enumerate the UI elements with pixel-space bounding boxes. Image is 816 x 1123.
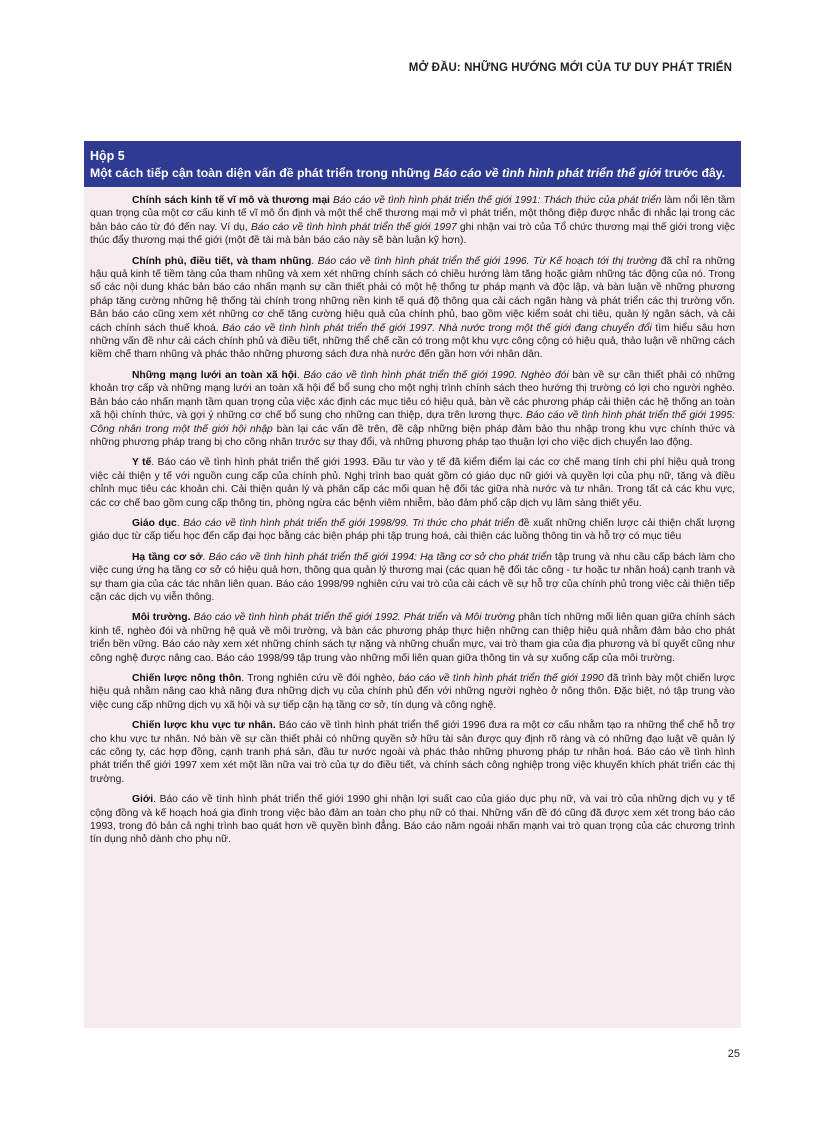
paragraph-heading: Những mạng lưới an toàn xã hội <box>132 369 297 381</box>
paragraph-text: tập trung và nhu cầu cấp bách làm cho việc cung ứng hạ tầng cơ sở có hiệu quả hơn, thông qua quản lý thương mại (các quan hệ đối tác công - tư hoặc tư nhân hoá) cạnh tranh và sự tham gia của các tác nhân liên quan. Báo cáo 1998/99 nghiên cứu vai trò của cải cách về sự hỗ trợ của chính phủ trong việc cải thiện tiếp cận các dịch vụ viễn thông. <box>90 551 736 603</box>
paragraph-text: . <box>202 551 209 563</box>
report-title-italic: Báo cáo về tình hình phát triển thế giới 1994: Hạ tầng cơ sở cho phát triển <box>208 551 552 563</box>
paragraph-heading: Chính sách kinh tế vĩ mô và thương mại <box>132 195 330 206</box>
paragraph-text: ghi nhận vai trò của Tổ chức thương mại thế giới trong việc thúc đẩy thương mại thế giới (một đề tài mà bản báo cáo này sẽ bàn luận kỹ hơn). <box>90 221 735 247</box>
paragraph-text: . Báo cáo về tình hình phát triển thế giới 1993. Đầu tư vào y tế đã kiểm điểm lại các cơ chế mang tính chi phí hiệu quả trong việc cải thiện y tế với nguồn cung cấp của chính phủ. Nghị trình bao quát gồm có giáo dục nữ giới và quyền lợi của phụ nữ, tăng và điều chỉnh mục tiêu các khoản chi. Cải thiện quản lý và phân cấp các mối quan hệ đối tác giữa nhà nước và tư nhân. Trong tất cả các khu vực, các cơ chế bao gồm cung cấp thông tin, phòng ngừa các bệnh viêm nhiễm, bảo đảm phổ cập dịch vụ lâm sàng thiết yếu. <box>90 457 735 509</box>
text-box <box>84 141 741 1028</box>
box-title-before: Một cách tiếp cận toàn diện vấn đề phát triển trong những <box>90 166 434 180</box>
box-paragraph <box>90 672 735 712</box>
paragraph-text: làm nổi lên tầm quan trọng của một cơ cấu kinh tế vĩ mô ổn định và một thể chế thương mại mở vì phát triển, một thông điệp được nhắc đi nhắc lại trong các bản báo cáo từ đó đến nay. Ví dụ, <box>90 195 735 233</box>
paragraph-heading: Giới <box>132 794 154 806</box>
paragraph-text: . <box>311 255 318 267</box>
paragraph-heading: Giáo dục <box>132 517 177 529</box>
paragraph-text: đã trình bày một chiến lược hiệu quả nhằm nâng cao khả năng đưa những dịch vụ của chính phủ đến với những người nghèo ở nông thôn. Đặc biệt, nó tập trung vào việc cung cấp những dịch vụ xã hội và sự tiếp cận hạ tầng cơ sở, tín dụng và công nghệ. <box>90 673 735 711</box>
box-paragraph <box>90 611 735 665</box>
paragraph-text: bàn về sự cần thiết phải có những khoản trợ cấp và những mạng lưới an toàn xã hội để bổ sung cho một nghị trình chính sách theo hướng thị trường có lợi cho người nghèo. Bản báo cáo nhấn mạnh tầm quan trọng của việc xác định các mục tiêu có hiệu quả, bàn về các phương pháp cải thiện các hệ thống an toàn xã hội chính thức, và gợi ý những cơ chế bổ sung cho những can thiệp, dựa trên lương thực. <box>90 369 735 422</box>
box-paragraph <box>90 517 735 544</box>
report-title-italic: Báo cáo về tình hình phát triển thế giới 1997 <box>250 221 457 233</box>
box-title-after: trước đây. <box>661 166 726 180</box>
paragraph-text: phân tích những mối liên quan giữa chính sách kinh tế, nghèo đói và những hệ quả về môi trường, và bàn các phương pháp thực hiện những can thiệp hiệu quả nhằm đảm bảo cho phát triển bền vững. Báo cáo này xem xét những chính sách tự nặng và những chuẩn mực, vai trò tham gia của địa phương và bí quyết cũng như công nghệ được nâng cao. Báo cáo 1998/99 tập trung vào những mối liên quan giữa thông tin và sự xuống cấp của môi trường. <box>90 612 735 664</box>
report-title-italic: Báo cáo về tình hình phát triển thế giới 1995: Công nhân trong một thế giới hội nhập <box>90 410 735 435</box>
report-title-italic: Báo cáo về tình hình phát triển thế giới 1997. Nhà nước trong một thế giới đang chuyển đổi <box>222 322 652 334</box>
paragraph-heading: Chiến lược nông thôn <box>132 673 242 684</box>
paragraph-heading: Hạ tầng cơ sở <box>132 551 203 563</box>
report-title-italic: Báo cáo về tình hình phát triển thế giới 1992. Phát triển và Môi trường <box>193 612 516 624</box>
paragraph-text: tìm hiểu sâu hơn những vấn đề như cải cách chính phủ và điều tiết, những thể chế cần có trong một khu vực công cộng có hiệu quả, thảo luận về những cách kiềm chế tham nhũng và phác thảo những phương sách đưa nhà nước đến gần hơn với nhân dân. <box>90 322 735 361</box>
box-paragraph <box>90 793 735 847</box>
running-head: MỞ ĐẦU: NHỮNG HƯỚNG MỚI CỦA TƯ DUY PHÁT TRIỂN <box>408 62 732 74</box>
box-paragraph <box>90 719 735 786</box>
paragraph-text: . <box>176 517 184 529</box>
box-title-italic: Báo cáo về tình hình phát triển thế giới <box>433 166 662 180</box>
report-title-italic: Báo cáo về tình hình phát triển thế giới 1996. Từ Kế hoạch tới thị trường <box>317 255 658 267</box>
paragraph-heading: Chiến lược khu vực tư nhân. <box>132 720 276 732</box>
page-number: 25 <box>727 1048 740 1060</box>
box-paragraph <box>90 551 735 605</box>
paragraph-text: đã chỉ ra những hậu quả kinh tế tiềm tàng của tham nhũng và xem xét những chính sách có chiều hướng làm tăng hoặc giảm những tác động của nó. Trong số các nội dung khác bản báo cáo nhấn mạnh sự cần thiết phải có một hệ thống tư pháp mạnh và độc lập, và bàn luận về những phương pháp tăng cường những hệ thống tài chính trong những nền kinh tế quá độ thông qua cải cách ngân hàng và phát triển các thị trường vốn. Bản báo cáo cũng xem xét những cơ chế tăng cường hiệu quả của chính phủ, bao gồm việc kiểm soát chi tiêu, quản lý ngân sách, và cải cách chính sách thuế khoá. <box>90 255 735 334</box>
box-paragraph <box>90 456 735 510</box>
paragraph-text: đề xuất những chiến lược cải thiện chất lượng giáo dục từ cấp tiểu học đến cấp đại học bằng các biện pháp phi tập trung hoá, cải thiện các luồng thông tin và hỗ trợ có mục tiêu <box>90 517 735 543</box>
report-title-italic: Báo cáo về tình hình phát triển thế giới 1990. Nghèo đói <box>303 369 569 381</box>
paragraph-heading: Y tế <box>132 457 152 469</box>
box-title <box>90 166 733 180</box>
box-paragraph <box>90 255 735 362</box>
paragraph-text: . <box>296 369 304 381</box>
report-title-italic: Báo cáo về tình hình phát triển thế giới 1998/99. Tri thức cho phát triển <box>183 517 515 529</box>
box-header <box>84 141 741 187</box>
box-paragraph <box>90 369 735 449</box>
report-title-italic: Báo cáo về tình hình phát triển thế giới 1991: Thách thức của phát triển <box>333 195 662 206</box>
box-paragraph <box>90 194 735 248</box>
box-label: Hộp 5 <box>90 149 125 163</box>
paragraph-heading: Chính phủ, điều tiết, và tham nhũng <box>132 255 312 267</box>
paragraph-text: . Báo cáo về tình hình phát triển thế giới 1990 ghi nhận lợi suất cao của giáo dục phụ nữ, và vai trò của những dịch vụ y tế cộng đồng và kế hoạch hoá gia đình trong việc bảo đảm an toàn cho phụ nữ có thai. Những vấn đề đó cũng đã được xem xét trong báo cáo 1993, trong đó bản cả nghị trình bao quát hơn về quyền bình đẳng. Báo cáo năm ngoái nhấn mạnh vai trò quan trọng của các chương trình tín dụng nhỏ dành cho phụ nữ. <box>90 794 735 846</box>
report-title-italic: báo cáo về tình hình phát triển thế giới 1990 <box>398 673 604 684</box>
paragraph-heading: Môi trường. <box>132 612 191 624</box>
paragraph-text: bàn lại các vấn đề trên, đề cập những biện pháp đảm bảo thu nhập trong khu vực chính thức và những phương pháp trang bị cho công nhân trước sự thay đổi, và những phương pháp tạo thuận lợi cho việc dịch chuyển lao động. <box>90 423 736 448</box>
box-body <box>84 187 741 847</box>
paragraph-text: Báo cáo về tình hình phát triển thế giới 1996 đưa ra một cơ cấu nhằm tạo ra những thể chế hỗ trợ cho khu vực tư nhân. Nó bàn về sự cần thiết phải có những quyền sở hữu tài sản được quy định rõ ràng và có những đạo luật về quản lý các công ty, các hợp đồng, cạnh tranh phá sản, đầu tư nước ngoài và phác thảo những phương pháp tư nhân hoá. Báo cáo về tình hình phát triển thế giới 1997 xem xét một lần nữa vai trò của tự do điều tiết, và chính sách công nghiệp trong việc khuyến khích phát triển các thị trường. <box>90 720 735 785</box>
paragraph-text: . Trong nghiên cứu về đói nghèo, <box>241 673 399 684</box>
